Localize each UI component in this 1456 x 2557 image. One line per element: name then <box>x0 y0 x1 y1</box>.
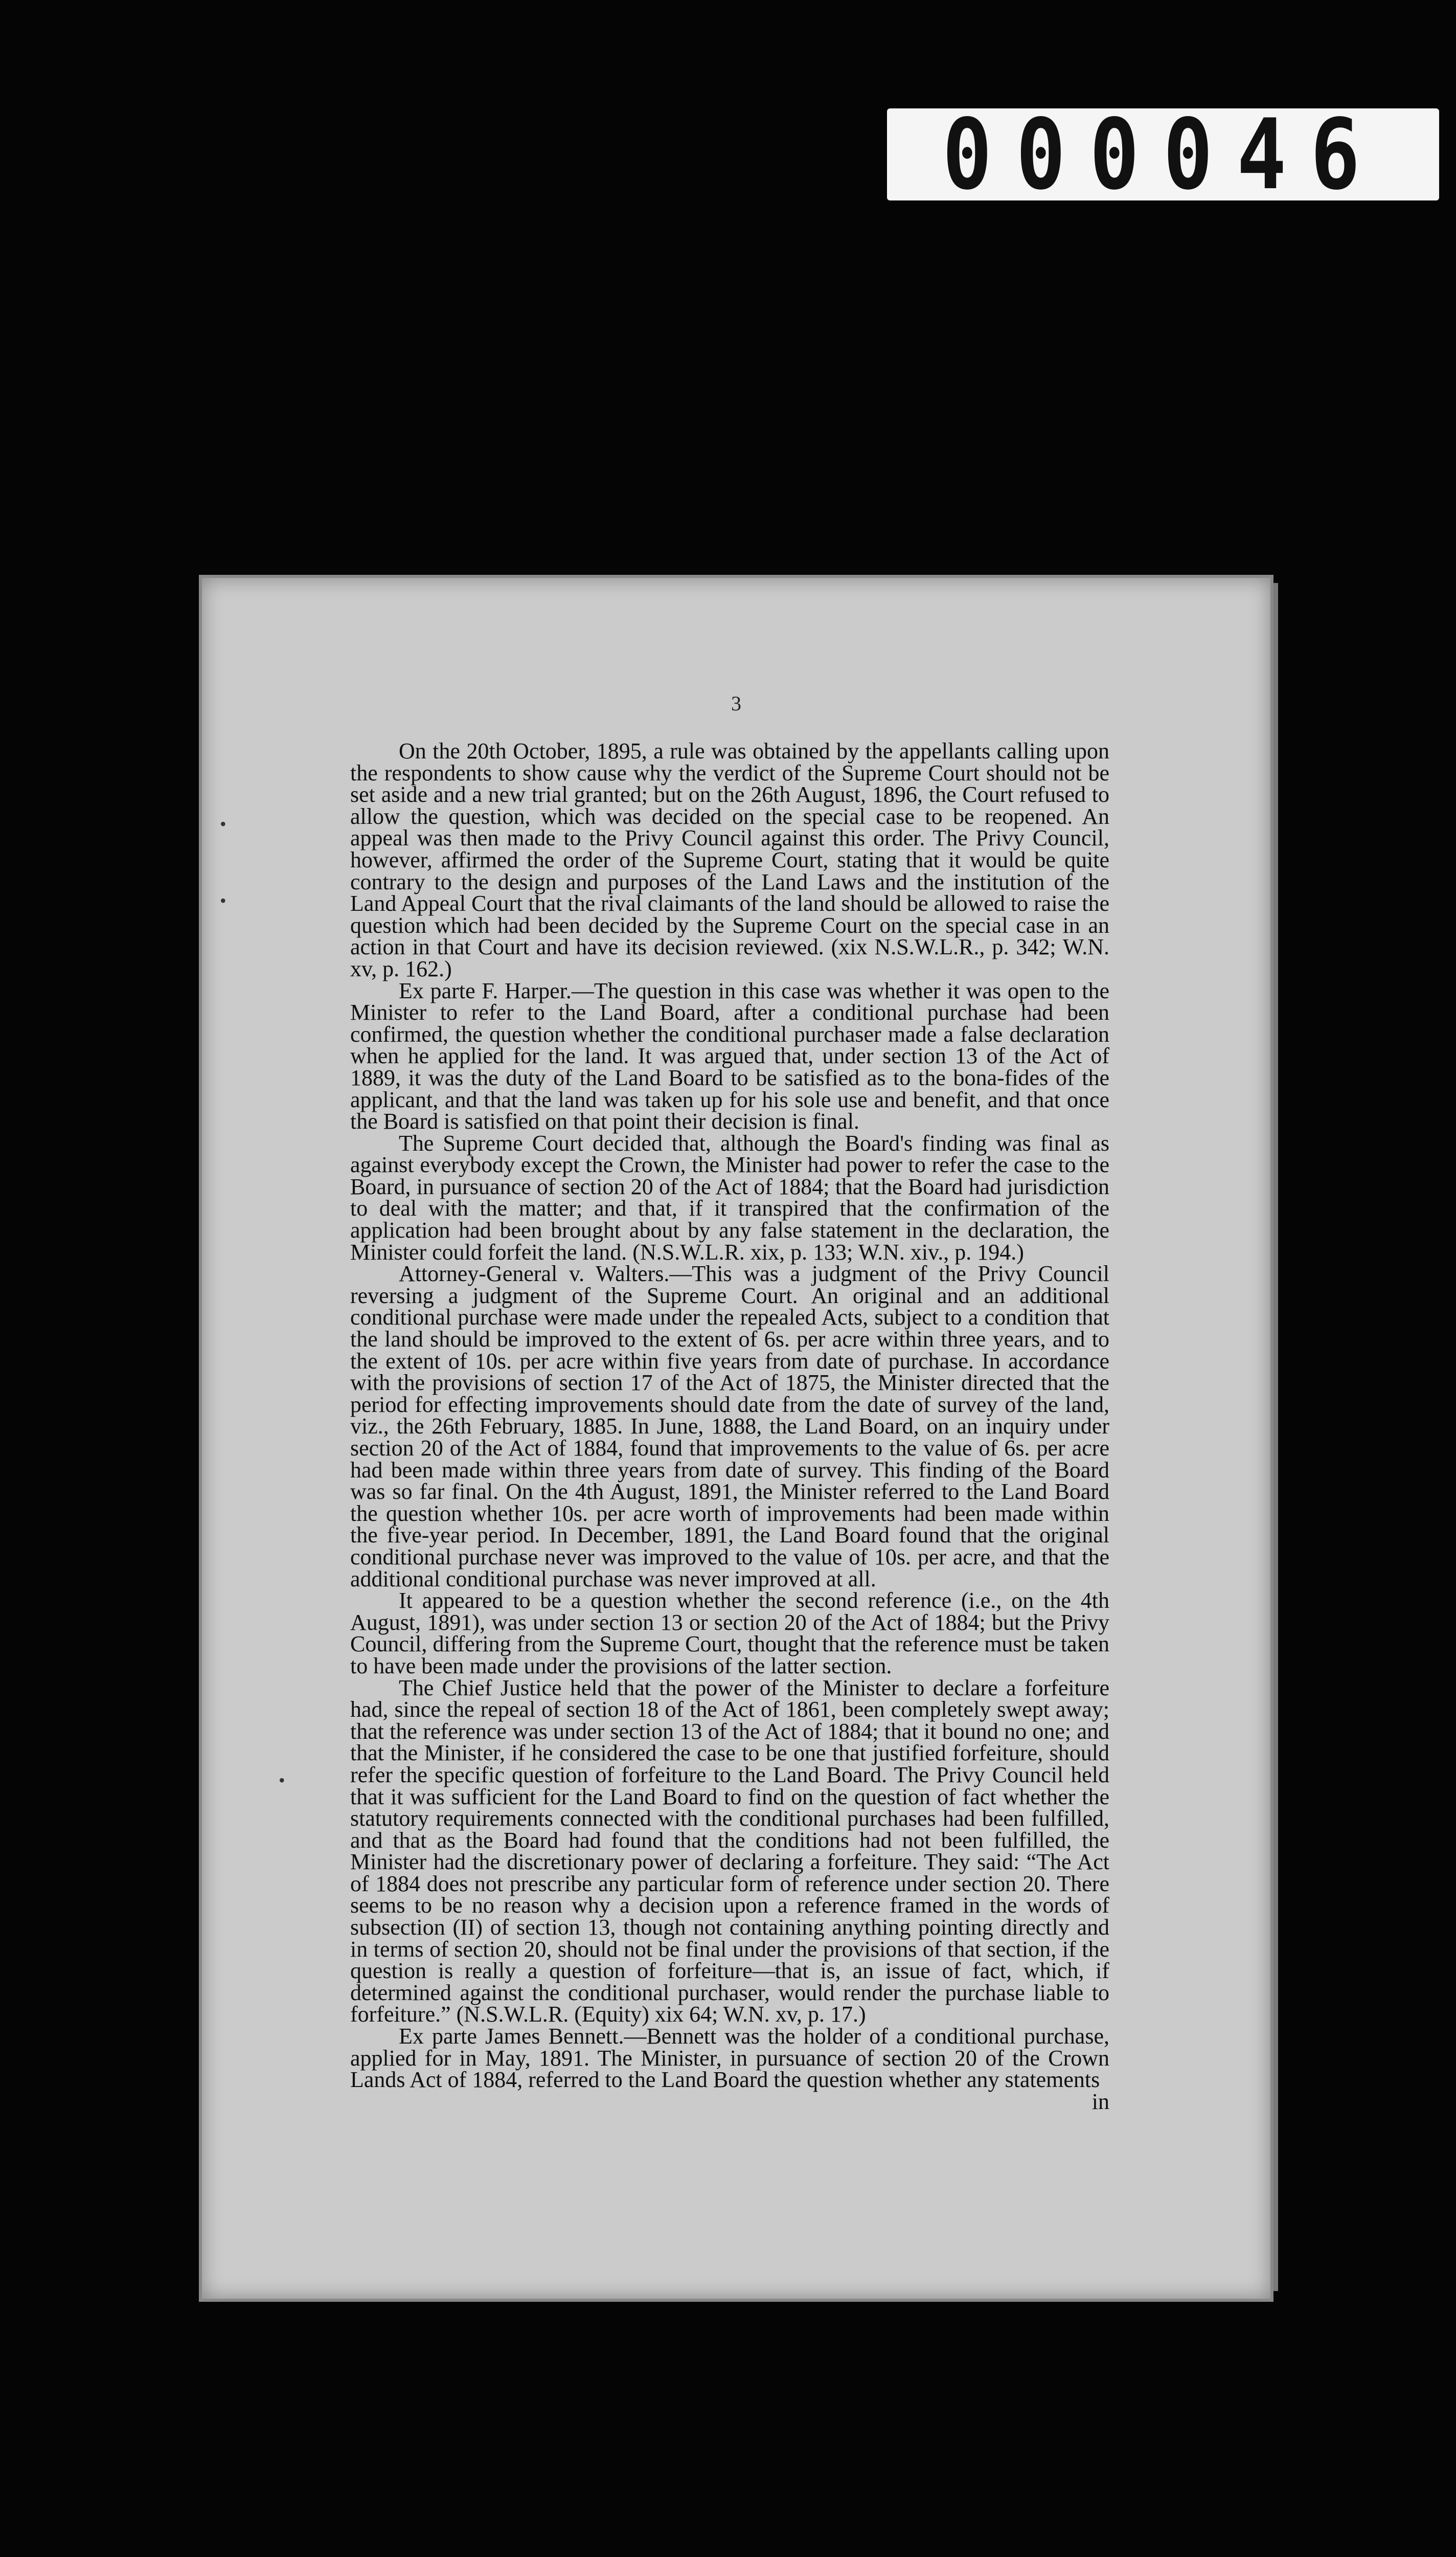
paragraph: Attorney-General v. Walters.—This was a judgment of the Privy Council reversing a judgment of the Supreme Court. An original and an additional conditional purchase were made under the repealed Acts, subject to a condition that the land should be improved to the extent of 6s. per acre within three years, and to the extent of 10s. per acre within five years from date of purchase. In accordance with the provisions of section 17 of the Act of 1875, the Minister directed that the period for effecting improvements should date from the date of survey of the land, viz., the 26th February, 1885. In June, 1888, the Land Board, on an inquiry under section 20 of the Act of 1884, found that improvements to the value of 6s. per acre had been made within three years from date of survey. This finding of the Board was so far final. On the 4th August, 1891, the Minister referred to the Land Board the question whether 10s. per acre worth of improvements had been made within the five-year period. In December, 1891, the Land Board found that the original conditional purchase never was improved to the value of 10s. per acre, and that the additional conditional purchase was never improved at all. <box>350 1261 1109 1591</box>
paragraph: It appeared to be a question whether the second reference (i.e., on the 4th August, 1891), was under section 13 or section 20 of the Act of 1884; but the Privy Council, differing from the Supreme Court, thought that the reference must be taken to have been made under the provisions of the latter section. <box>350 1588 1109 1678</box>
document-page <box>202 578 1270 2299</box>
frame-number: 000046 <box>942 98 1384 211</box>
page-number: 3 <box>731 692 741 715</box>
margin-mark: • <box>220 814 226 834</box>
frame-number-label <box>887 98 1439 211</box>
paragraph: Ex parte James Bennett.—Bennett was the holder of a conditional purchase, applied for in May, 1891. The Minister, in pursuance of section 20 of the Crown Lands Act of 1884, referred to the Land Board the question whether any statements <box>350 2024 1109 2093</box>
paragraph: On the 20th October, 1895, a rule was obtained by the appellants calling upon the respondents to show cause why the verdict of the Supreme Court should not be set aside and a new trial granted; but on the 26th August, 1896, the Court refused to allow the question, which was decided on the special case to be reopened. An appeal was then made to the Privy Council against this order. The Privy Council, however, affirmed the order of the Supreme Court, stating that it would be quite contrary to the design and purposes of the Land Laws and the institution of the Land Appeal Court that the rival claimants of the land should be allowed to raise the question which had been decided by the Supreme Court on the special case in an action in that Court and have its decision reviewed. (xix N.S.W.L.R., p. 342; W.N. xv, p. 162.) <box>350 738 1109 981</box>
paragraph: The Supreme Court decided that, although the Board's finding was final as against everybody except the Crown, the Minister had power to refer the case to the Board, in pursuance of section 20 of the Act of 1884; that the Board had jurisdiction to deal with the matter; and that, if it transpired that the confirmation of the application had been brought about by any false statement in the declaration, the Minister could forfeit the land. (N.S.W.L.R. xix, p. 133; W.N. xiv., p. 194.) <box>350 1130 1109 1265</box>
catchword: in <box>1091 2089 1109 2114</box>
paragraph: The Chief Justice held that the power of the Minister to declare a forfeiture had, since the repeal of section 18 of the Act of 1861, been completely swept away; that the reference was under section 13 of the Act of 1884; that it bound no one; and that the Minister, if he considered the case to be one that justified forfeiture, should refer the specific question of forfeiture to the Land Board. The Privy Council held that it was sufficient for the Land Board to find on the question of fact whether the statutory requirements connected with the conditional purchases had been fulfilled, and that as the Board had found that the conditions had not been fulfilled, the Minister had the discretionary power of declaring a forfeiture. They said: “The Act of 1884 does not prescribe any particular form of reference under section 20. There seems to be no reason why a decision upon a reference framed in the words of subsection (II) of section 13, though not containing anything pointing directly and in terms of section 20, should not be final under the provisions of that section, if the question is really a question of forfeiture—that is, an issue of fact, which, if determined against the conditional purchaser, would render the purchase liable to forfeiture.” (N.S.W.L.R. (Equity) xix 64; W.N. xv, p. 17.) <box>350 1675 1109 2027</box>
margin-mark: • <box>220 890 226 911</box>
page-body <box>350 738 1109 2114</box>
margin-mark: • <box>279 1770 285 1790</box>
paragraph: Ex parte F. Harper.—The question in this case was whether it was open to the Minister to refer to the Land Board, after a conditional purchase had been confirmed, the question whether the conditional purchaser made a false declaration when he applied for the land. It was argued that, under section 13 of the Act of 1889, it was the duty of the Land Board to be satisfied as to the bona-fides of the applicant, and that the land was taken up for his sole use and benefit, and that once the Board is satisfied on that point their decision is final. <box>350 978 1109 1134</box>
